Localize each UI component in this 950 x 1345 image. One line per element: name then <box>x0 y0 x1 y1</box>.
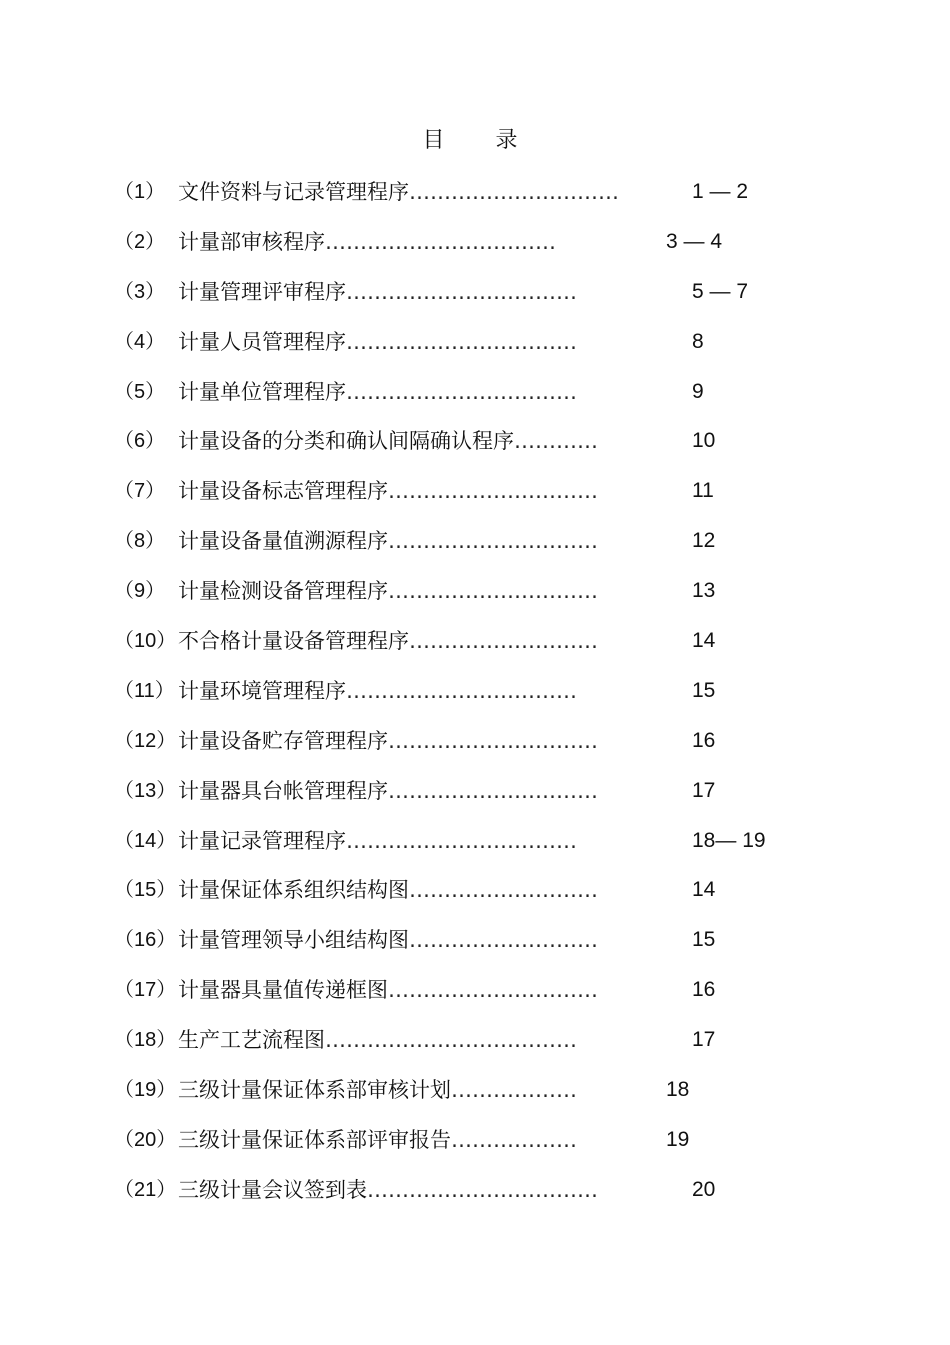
toc-entry-number: （7） <box>114 480 166 503</box>
toc-entry-label: 计量设备的分类和确认间隔确认程序 <box>178 429 514 454</box>
toc-entry-label: 计量设备贮存管理程序 <box>178 728 388 753</box>
toc-entry-title <box>178 324 577 360</box>
toc-entry-label: 计量单位管理程序 <box>178 379 346 404</box>
toc-entry-title <box>178 473 598 509</box>
toc-entry-leader-dots: …………………………… <box>346 678 577 703</box>
toc-entry-label: 计量环境管理程序 <box>178 678 346 703</box>
toc-entry-number: （2） <box>114 230 166 253</box>
toc-entry-label: 计量部审核程序 <box>178 229 325 254</box>
toc-entry-leader-dots: ……………………… <box>409 878 598 903</box>
toc-entry-leader-dots: …………………………… <box>367 1177 598 1202</box>
toc-entry-leader-dots: …………………………… <box>346 379 577 404</box>
toc-entry-title <box>178 972 598 1008</box>
toc-entry-leader-dots: ………………………… <box>388 479 598 504</box>
toc-entry <box>114 523 814 573</box>
toc-entry-page-number: 10 <box>692 429 716 453</box>
toc-entry-page-number: 17 <box>692 1028 716 1052</box>
toc-entry <box>114 174 814 224</box>
toc-entry-number: （18） <box>114 1029 177 1052</box>
toc-entry-page-number: 11 <box>692 479 714 503</box>
toc-entry <box>114 1172 814 1222</box>
toc-entry-number: （14） <box>114 829 177 852</box>
toc-entry-title <box>178 673 577 709</box>
toc-entry-leader-dots: …………………………… <box>346 329 577 354</box>
toc-entry-label: 三级计量保证体系部审核计划 <box>178 1078 451 1103</box>
toc-entry-label: 计量设备量值溯源程序 <box>178 529 388 554</box>
toc-entry <box>114 1022 814 1072</box>
toc-entry-leader-dots: ……………… <box>451 1078 577 1103</box>
toc-entry-page-number: 15 <box>692 928 716 952</box>
toc-entry-title <box>178 1022 577 1058</box>
toc-entry-page-number: 18— 19 <box>692 828 766 852</box>
toc-entry-number: （12） <box>114 729 177 752</box>
toc-title: 目 录 <box>422 128 540 153</box>
toc-entry-page-number: 13 <box>692 579 716 603</box>
toc-entry-label: 计量设备标志管理程序 <box>178 479 388 504</box>
toc-entry-title <box>178 773 598 809</box>
toc-entry-number: （16） <box>114 929 177 952</box>
toc-entry-leader-dots: ………………………… <box>409 180 619 204</box>
toc-entry-label: 生产工艺流程图 <box>178 1028 325 1053</box>
toc-entry-page-number: 18 <box>666 1078 690 1102</box>
toc-entry-label: 计量人员管理程序 <box>178 329 346 354</box>
toc-entry-number: （15） <box>114 879 177 902</box>
toc-entry-title <box>178 872 598 908</box>
toc-entry-title <box>178 174 619 210</box>
toc-entry-title <box>178 1172 598 1208</box>
toc-entry-leader-dots: ………… <box>514 429 598 454</box>
toc-entry-leader-dots: ……………………… <box>409 629 598 654</box>
toc-entry-leader-dots: ……………………… <box>409 928 598 953</box>
toc-entry <box>114 274 814 324</box>
toc-entry <box>114 723 814 773</box>
toc-entry-page-number: 14 <box>692 629 716 653</box>
toc-entry-number: （9） <box>114 580 166 603</box>
toc-entry-number: （1） <box>114 181 166 203</box>
toc-entry-label: 三级计量保证体系部评审报告 <box>178 1127 451 1152</box>
toc-entry-title <box>178 723 598 759</box>
toc-entry-number: （8） <box>114 530 166 553</box>
toc-entry-title <box>178 1122 577 1158</box>
toc-entry <box>114 623 814 673</box>
toc-entry-leader-dots: ………………………… <box>388 579 598 604</box>
toc-entry-number: （3） <box>114 280 166 303</box>
toc-entry <box>114 673 814 723</box>
toc-entry-leader-dots: ………………………… <box>388 529 598 554</box>
toc-entry <box>114 1072 814 1122</box>
toc-entry-title <box>178 523 598 559</box>
toc-entry-page-number: 1 — 2 <box>692 180 749 203</box>
toc-entry-number: （4） <box>114 330 166 353</box>
toc-entry-page-number: 8 <box>692 329 704 353</box>
toc-entry <box>114 423 814 473</box>
toc-entry-title <box>178 823 577 859</box>
toc-entry-page-number: 16 <box>692 978 716 1002</box>
toc-entry-label: 计量管理领导小组结构图 <box>178 928 409 953</box>
toc-entry <box>114 374 814 424</box>
toc-entry <box>114 922 814 972</box>
toc-entry-number: （10） <box>114 630 177 653</box>
toc-entry-page-number: 9 <box>692 379 704 403</box>
toc-entry-title <box>178 423 598 459</box>
toc-entry-title <box>178 922 598 958</box>
toc-entry-title <box>178 274 577 310</box>
toc-entry-label: 不合格计量设备管理程序 <box>178 629 409 654</box>
toc-entry-number: （21） <box>114 1178 177 1201</box>
toc-entry-number: （6） <box>114 430 166 453</box>
toc-entry-label: 三级计量会议签到表 <box>178 1177 367 1202</box>
toc-entry-leader-dots: ……………… <box>451 1127 577 1152</box>
toc-entry-page-number: 3 — 4 <box>666 229 723 253</box>
toc-entry <box>114 573 814 623</box>
toc-entry-number: （17） <box>114 979 177 1002</box>
toc-entry-page-number: 15 <box>692 678 716 702</box>
toc-entry-number: （20） <box>114 1128 177 1151</box>
toc-entry <box>114 473 814 523</box>
toc-entry-number: （11） <box>114 679 175 702</box>
toc-entry-leader-dots: ………………………… <box>388 778 598 803</box>
toc-entry-page-number: 12 <box>692 529 716 553</box>
toc-entry-label: 计量记录管理程序 <box>178 828 346 853</box>
toc-entry-number: （5） <box>114 380 166 403</box>
toc-entry-page-number: 14 <box>692 878 716 902</box>
toc-entry-label: 计量管理评审程序 <box>178 279 346 304</box>
toc-entry-title <box>178 573 598 609</box>
toc-entry <box>114 972 814 1022</box>
toc-entry-title <box>178 224 556 260</box>
toc-entry-label: 计量器具量值传递框图 <box>178 978 388 1003</box>
toc-entry-number: （19） <box>114 1079 177 1102</box>
toc-entry-page-number: 5 — 7 <box>692 279 749 303</box>
toc-entry-number: （13） <box>114 779 177 802</box>
toc-entry-leader-dots: ………………………… <box>388 978 598 1003</box>
toc-entry-label: 计量器具台帐管理程序 <box>178 778 388 803</box>
toc-entry-label: 文件资料与记录管理程序 <box>178 180 409 204</box>
toc-entry <box>114 224 814 274</box>
toc-entry-title <box>178 374 577 410</box>
toc-entry-title <box>178 623 598 659</box>
toc-entry-page-number: 19 <box>666 1127 690 1151</box>
toc-entry-label: 计量检测设备管理程序 <box>178 579 388 604</box>
toc-entry-label: 计量保证体系组织结构图 <box>178 878 409 903</box>
toc-entry <box>114 823 814 873</box>
toc-entry-title <box>178 1072 577 1108</box>
toc-entry <box>114 872 814 922</box>
toc-entry <box>114 773 814 823</box>
toc-entry-leader-dots: ………………………… <box>388 728 598 753</box>
toc-entry-page-number: 20 <box>692 1177 716 1201</box>
toc-entry-page-number: 17 <box>692 778 716 802</box>
toc-entry-leader-dots: …………………………… <box>346 828 577 853</box>
toc-entry <box>114 324 814 374</box>
toc-entry-leader-dots: …………………………… <box>346 279 577 304</box>
toc-list <box>114 174 814 1222</box>
toc-entry <box>114 1122 814 1172</box>
toc-entry-leader-dots: ……………………………… <box>325 1028 577 1053</box>
toc-entry-page-number: 16 <box>692 728 716 752</box>
toc-entry-leader-dots: …………………………… <box>325 229 556 254</box>
